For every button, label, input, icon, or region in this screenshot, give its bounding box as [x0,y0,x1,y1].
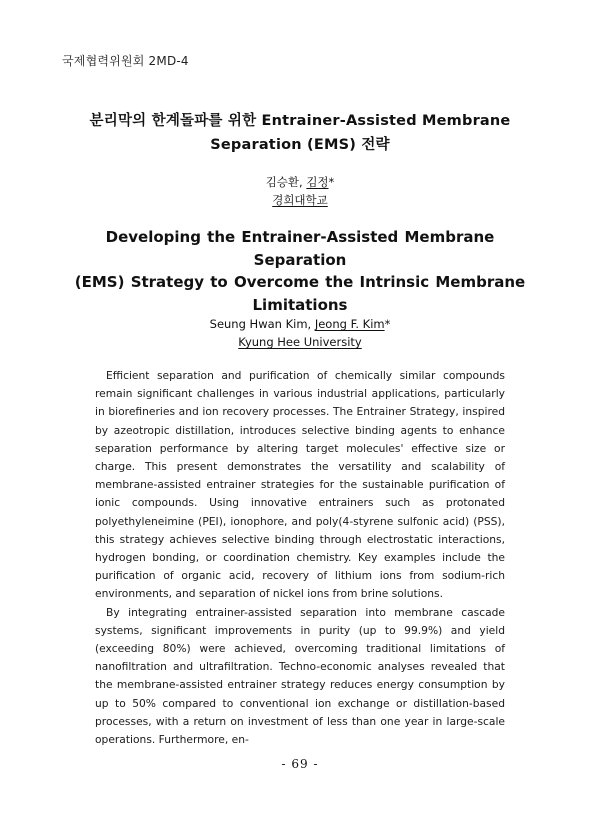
english-author-2: Jeong F. Kim [314,317,385,331]
english-affiliation-text: Kyung Hee University [238,335,362,349]
korean-author-1: 김승환, [265,175,303,189]
english-authors [0,315,600,333]
corresponding-marker-ko: * [328,175,335,189]
english-author-1: Seung Hwan Kim, [209,317,312,331]
session-code: 국제협력위원회 2MD-4 [62,54,189,68]
english-title [60,226,540,316]
english-affiliation [0,333,600,351]
abstract-paragraph-1: Efficient separation and purification of chemically similar compounds remain significant challenges in various industrial applications, particularly in biorefineries and ion recovery processes. The Entrainer Strategy, inspired by azeotropic distillation, introduces selective binding agents to enhance separation performance by altering target molecules' effective size or charge. This present demonstrates the versatility and scalability of membrane-assisted entrainer strategies for the sustainable purification of ionic compounds. Using innovative entrainers such as protonated polyethyleneimine (PEI), ionophore, and poly(4-styrene sulfonic acid) (PSS), this strategy achieves selective binding through electrostatic interactions, hydrogen bonding, or coordination chemistry. Key examples include the purification of organic acid, recovery of lithium ions from sodium-rich environments, and separation of nickel ions from brine solutions. [95,369,505,601]
abstract-paragraph-2: By integrating entrainer-assisted separation into membrane cascade systems, significant improvements in purity (up to 99.9%) and yield (exceeding 80%) were achieved, overcoming traditional limitations of nanofiltration and ultrafiltration. Techno-economic analyses revealed that the membrane-assisted entrainer strategy reduces energy consumption by up to 50% compared to conventional ion exchange or distillation-based processes, with a return on investment of less than one year in large-scale operations. Furthermore, en- [95,605,505,747]
korean-affiliation [0,191,600,209]
english-title-line-1: Developing the Entrainer-Assisted Membrane Separation [105,228,495,269]
korean-title-line-2: Separation (EMS) 전략 [210,137,390,153]
korean-affiliation-text: 경희대학교 [272,193,328,207]
korean-title [40,109,560,157]
abstract-body [95,367,505,749]
english-title-line-2: (EMS) Strategy to Overcome the Intrinsic Membrane [74,273,526,291]
page-number: - 69 - [281,757,319,771]
corresponding-marker-en: * [384,317,391,331]
korean-authors [0,173,600,191]
korean-title-line-1: 분리막의 한계돌파를 위한 Entrainer-Assisted Membrane [89,113,511,129]
korean-author-2: 김정 [306,175,329,189]
english-title-line-3: Limitations [252,295,348,314]
